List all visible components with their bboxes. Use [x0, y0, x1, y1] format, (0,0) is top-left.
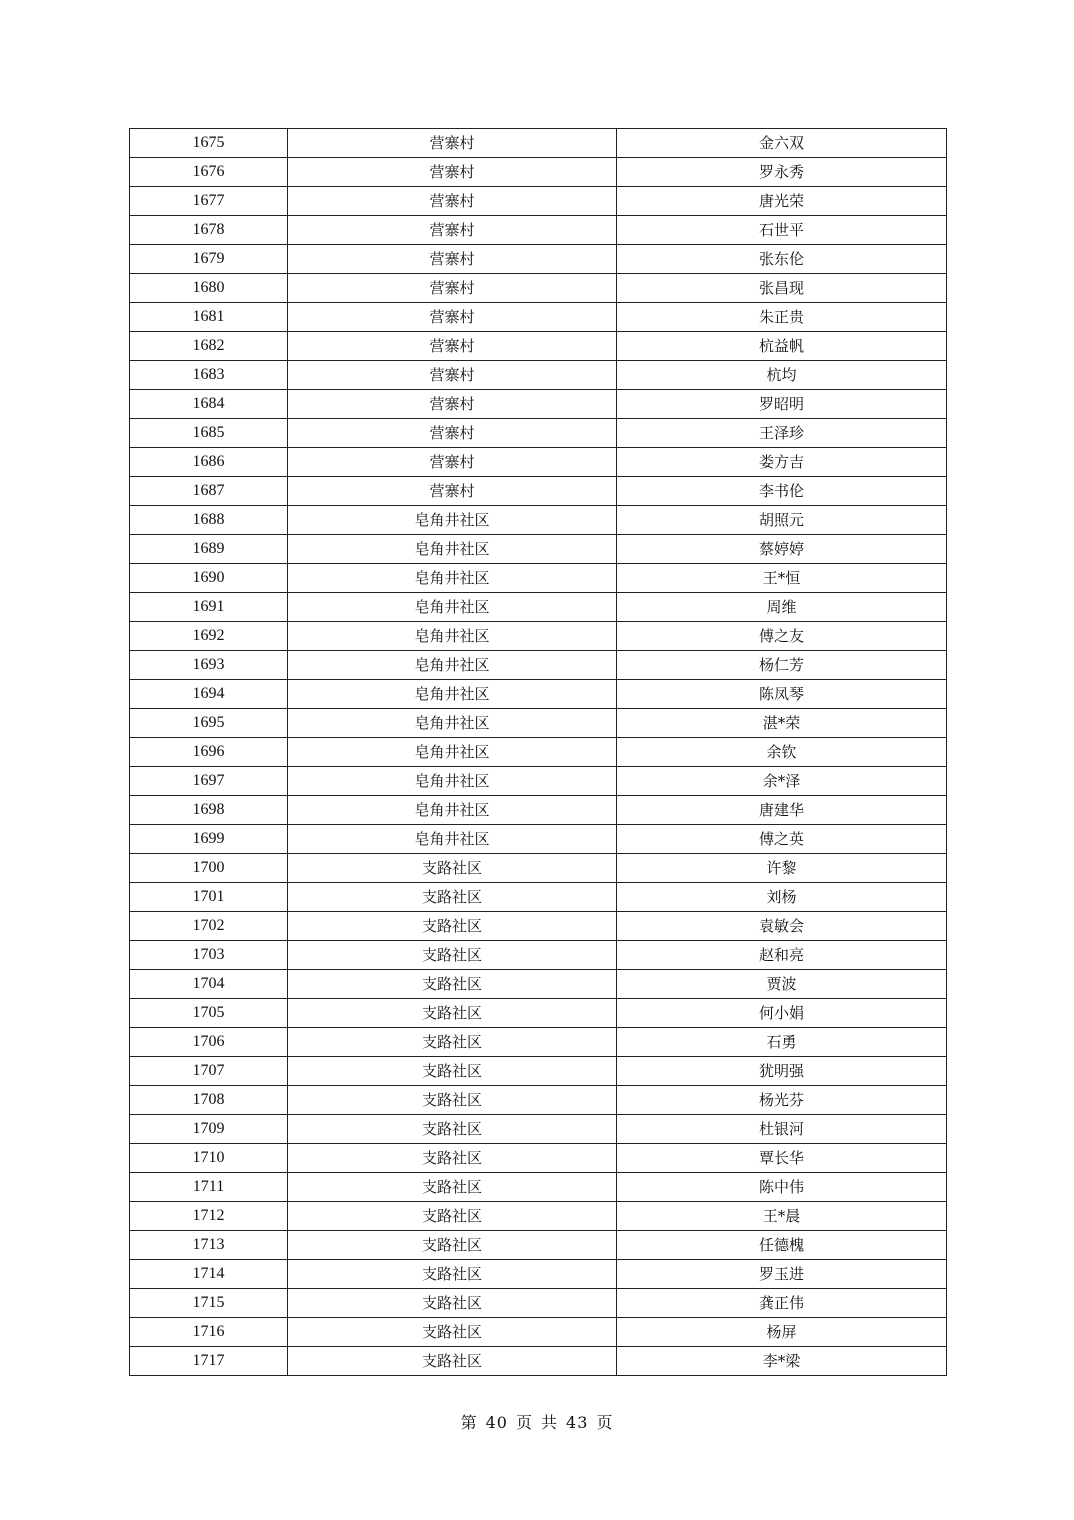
row-name-cell: 石世平 [617, 216, 947, 245]
row-area-cell: 营寨村 [288, 187, 617, 216]
row-area-cell: 营寨村 [288, 448, 617, 477]
row-number-cell: 1696 [130, 738, 288, 767]
row-name-cell: 杭均 [617, 361, 947, 390]
row-name-cell: 杜银河 [617, 1115, 947, 1144]
row-area-cell: 营寨村 [288, 158, 617, 187]
row-name-cell: 胡照元 [617, 506, 947, 535]
row-area-cell: 营寨村 [288, 245, 617, 274]
row-name-cell: 唐光荣 [617, 187, 947, 216]
row-number-cell: 1713 [130, 1231, 288, 1260]
row-number-cell: 1676 [130, 158, 288, 187]
row-name-cell: 犹明强 [617, 1057, 947, 1086]
table-row [130, 1144, 947, 1173]
table-row [130, 709, 947, 738]
footer-total-word: 共 [541, 1413, 559, 1432]
row-area-cell: 皂角井社区 [288, 506, 617, 535]
row-name-cell: 袁敏会 [617, 912, 947, 941]
row-number-cell: 1691 [130, 593, 288, 622]
row-area-cell: 支路社区 [288, 1202, 617, 1231]
row-area-cell: 营寨村 [288, 332, 617, 361]
table-row [130, 535, 947, 564]
row-number-cell: 1684 [130, 390, 288, 419]
row-area-cell: 皂角井社区 [288, 651, 617, 680]
row-area-cell: 营寨村 [288, 274, 617, 303]
row-number-cell: 1699 [130, 825, 288, 854]
row-name-cell: 李书伦 [617, 477, 947, 506]
row-number-cell: 1700 [130, 854, 288, 883]
row-number-cell: 1707 [130, 1057, 288, 1086]
page-footer [0, 1410, 1074, 1433]
table-row [130, 332, 947, 361]
table-row [130, 216, 947, 245]
row-number-cell: 1711 [130, 1173, 288, 1202]
row-name-cell: 许黎 [617, 854, 947, 883]
row-name-cell: 张东伦 [617, 245, 947, 274]
table-row [130, 1028, 947, 1057]
table-row [130, 129, 947, 158]
row-area-cell: 皂角井社区 [288, 535, 617, 564]
row-area-cell: 支路社区 [288, 1115, 617, 1144]
row-name-cell: 王*晨 [617, 1202, 947, 1231]
row-number-cell: 1686 [130, 448, 288, 477]
table-row [130, 361, 947, 390]
table-row [130, 274, 947, 303]
footer-current-page: 40 [485, 1413, 508, 1432]
table-row [130, 419, 947, 448]
table-row [130, 1260, 947, 1289]
row-number-cell: 1694 [130, 680, 288, 709]
table-row [130, 970, 947, 999]
row-number-cell: 1687 [130, 477, 288, 506]
row-number-cell: 1678 [130, 216, 288, 245]
row-number-cell: 1717 [130, 1347, 288, 1376]
table-row [130, 1057, 947, 1086]
row-area-cell: 支路社区 [288, 1086, 617, 1115]
table-row [130, 680, 947, 709]
row-number-cell: 1680 [130, 274, 288, 303]
table-row [130, 854, 947, 883]
row-name-cell: 陈中伟 [617, 1173, 947, 1202]
row-area-cell: 支路社区 [288, 1289, 617, 1318]
row-area-cell: 支路社区 [288, 970, 617, 999]
row-number-cell: 1697 [130, 767, 288, 796]
table-row [130, 564, 947, 593]
row-name-cell: 贾波 [617, 970, 947, 999]
row-number-cell: 1685 [130, 419, 288, 448]
row-number-cell: 1702 [130, 912, 288, 941]
row-area-cell: 营寨村 [288, 477, 617, 506]
row-area-cell: 营寨村 [288, 129, 617, 158]
table-row [130, 883, 947, 912]
row-name-cell: 罗玉进 [617, 1260, 947, 1289]
table-row [130, 999, 947, 1028]
row-area-cell: 支路社区 [288, 854, 617, 883]
row-name-cell: 石勇 [617, 1028, 947, 1057]
row-area-cell: 支路社区 [288, 1260, 617, 1289]
row-area-cell: 皂角井社区 [288, 825, 617, 854]
table-row [130, 912, 947, 941]
row-number-cell: 1708 [130, 1086, 288, 1115]
footer-page-word: 页 [515, 1413, 533, 1432]
table-row [130, 158, 947, 187]
row-number-cell: 1698 [130, 796, 288, 825]
row-name-cell: 罗昭明 [617, 390, 947, 419]
table-row [130, 1231, 947, 1260]
row-name-cell: 杨屏 [617, 1318, 947, 1347]
table-row [130, 477, 947, 506]
row-area-cell: 支路社区 [288, 1028, 617, 1057]
row-number-cell: 1675 [130, 129, 288, 158]
row-area-cell: 皂角井社区 [288, 593, 617, 622]
row-area-cell: 营寨村 [288, 419, 617, 448]
row-area-cell: 支路社区 [288, 1173, 617, 1202]
table-row [130, 187, 947, 216]
row-name-cell: 傅之英 [617, 825, 947, 854]
row-area-cell: 支路社区 [288, 883, 617, 912]
row-area-cell: 营寨村 [288, 390, 617, 419]
table-row [130, 1289, 947, 1318]
table-row [130, 825, 947, 854]
row-name-cell: 湛*荣 [617, 709, 947, 738]
row-name-cell: 唐建华 [617, 796, 947, 825]
row-area-cell: 支路社区 [288, 1144, 617, 1173]
row-number-cell: 1712 [130, 1202, 288, 1231]
row-name-cell: 杨光芬 [617, 1086, 947, 1115]
row-number-cell: 1709 [130, 1115, 288, 1144]
table-row [130, 448, 947, 477]
row-area-cell: 皂角井社区 [288, 709, 617, 738]
row-number-cell: 1693 [130, 651, 288, 680]
row-name-cell: 何小娟 [617, 999, 947, 1028]
row-number-cell: 1714 [130, 1260, 288, 1289]
row-name-cell: 傅之友 [617, 622, 947, 651]
row-number-cell: 1706 [130, 1028, 288, 1057]
row-number-cell: 1703 [130, 941, 288, 970]
row-area-cell: 皂角井社区 [288, 767, 617, 796]
row-name-cell: 赵和亮 [617, 941, 947, 970]
row-name-cell: 朱正贵 [617, 303, 947, 332]
row-area-cell: 皂角井社区 [288, 622, 617, 651]
row-area-cell: 皂角井社区 [288, 680, 617, 709]
table-row [130, 1173, 947, 1202]
table-row [130, 1115, 947, 1144]
row-number-cell: 1710 [130, 1144, 288, 1173]
row-name-cell: 陈凤琴 [617, 680, 947, 709]
row-number-cell: 1695 [130, 709, 288, 738]
row-area-cell: 支路社区 [288, 1231, 617, 1260]
table-row [130, 767, 947, 796]
row-area-cell: 皂角井社区 [288, 738, 617, 767]
row-name-cell: 杨仁芳 [617, 651, 947, 680]
row-number-cell: 1688 [130, 506, 288, 535]
row-number-cell: 1682 [130, 332, 288, 361]
row-area-cell: 支路社区 [288, 941, 617, 970]
table-row [130, 1318, 947, 1347]
table-row [130, 1202, 947, 1231]
row-number-cell: 1689 [130, 535, 288, 564]
row-area-cell: 营寨村 [288, 361, 617, 390]
row-area-cell: 支路社区 [288, 1347, 617, 1376]
row-number-cell: 1692 [130, 622, 288, 651]
row-name-cell: 王*恒 [617, 564, 947, 593]
row-name-cell: 张昌现 [617, 274, 947, 303]
table-row [130, 651, 947, 680]
row-name-cell: 覃长华 [617, 1144, 947, 1173]
row-name-cell: 蔡婷婷 [617, 535, 947, 564]
roster-table-body [130, 129, 947, 1376]
roster-table [129, 128, 947, 1376]
row-name-cell: 龚正伟 [617, 1289, 947, 1318]
row-number-cell: 1704 [130, 970, 288, 999]
table-row [130, 1086, 947, 1115]
table-row [130, 506, 947, 535]
row-name-cell: 余钦 [617, 738, 947, 767]
table-row [130, 796, 947, 825]
table-row [130, 593, 947, 622]
row-area-cell: 皂角井社区 [288, 564, 617, 593]
row-number-cell: 1679 [130, 245, 288, 274]
row-number-cell: 1705 [130, 999, 288, 1028]
row-name-cell: 李*梁 [617, 1347, 947, 1376]
table-row [130, 738, 947, 767]
row-number-cell: 1716 [130, 1318, 288, 1347]
row-name-cell: 刘杨 [617, 883, 947, 912]
row-number-cell: 1701 [130, 883, 288, 912]
table-row [130, 245, 947, 274]
row-number-cell: 1690 [130, 564, 288, 593]
row-name-cell: 罗永秀 [617, 158, 947, 187]
table-row [130, 1347, 947, 1376]
row-area-cell: 支路社区 [288, 1057, 617, 1086]
row-name-cell: 杭益帆 [617, 332, 947, 361]
row-area-cell: 支路社区 [288, 912, 617, 941]
row-number-cell: 1681 [130, 303, 288, 332]
table-row [130, 303, 947, 332]
footer-total-pages: 43 [566, 1413, 589, 1432]
table-row [130, 622, 947, 651]
row-name-cell: 任德槐 [617, 1231, 947, 1260]
table-row [130, 390, 947, 419]
row-name-cell: 周维 [617, 593, 947, 622]
footer-suffix: 页 [596, 1413, 614, 1432]
row-number-cell: 1715 [130, 1289, 288, 1318]
row-name-cell: 余*泽 [617, 767, 947, 796]
table-row [130, 941, 947, 970]
row-number-cell: 1683 [130, 361, 288, 390]
footer-prefix: 第 [460, 1413, 478, 1432]
row-name-cell: 娄方吉 [617, 448, 947, 477]
row-number-cell: 1677 [130, 187, 288, 216]
row-area-cell: 支路社区 [288, 1318, 617, 1347]
row-name-cell: 王泽珍 [617, 419, 947, 448]
row-area-cell: 营寨村 [288, 303, 617, 332]
row-area-cell: 皂角井社区 [288, 796, 617, 825]
row-area-cell: 营寨村 [288, 216, 617, 245]
row-area-cell: 支路社区 [288, 999, 617, 1028]
row-name-cell: 金六双 [617, 129, 947, 158]
